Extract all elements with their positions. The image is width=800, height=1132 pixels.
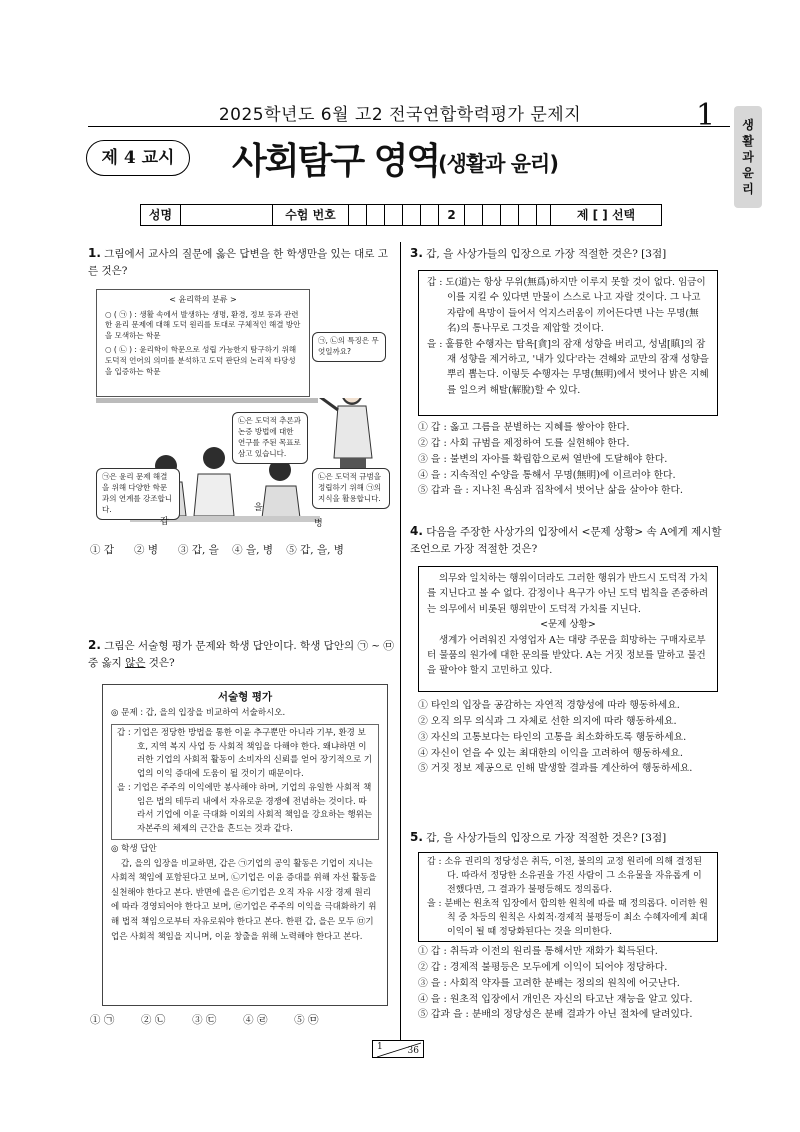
student-label-gap: 갑 <box>160 517 169 527</box>
option[interactable]: ④ 자신이 얻을 수 있는 최대한의 이익을 고려하여 행동하세요. <box>418 747 683 759</box>
question-5-stem <box>410 828 730 847</box>
exam-number-spacer <box>537 205 551 225</box>
option[interactable]: ④ 을 : 지속적인 수양을 통해서 무명(無明)에 이르러야 한다. <box>418 469 676 481</box>
student-gap-bubble: ㉠은 윤리 문제 해결을 위해 다양한 학문과의 연계를 강조합니다. <box>96 468 180 520</box>
essay-box-title: 서술형 평가 <box>217 691 273 703</box>
side-tab-char: 활 <box>742 133 754 148</box>
question-text: 그림에서 교사의 질문에 옳은 답변을 한 학생만을 있는 대로 고른 것은? <box>88 248 388 278</box>
student-answer-label: ◎ 학생 답안 <box>111 843 157 854</box>
header-divider <box>88 126 730 127</box>
board-item: ○ ( ㉠ ) : 생활 속에서 발생하는 생명, 환경, 정보 등과 관련한 윤리 문제에 대해 도덕 원리를 토대로 구체적인 해결 방안을 모색하는 학문 <box>105 309 301 341</box>
option[interactable]: ② 갑 : 경제적 불평등은 모두에게 이익이 되어야 정당하다. <box>418 961 668 973</box>
passage-gap: 갑 : 기업은 정당한 방법을 통한 이윤 추구뿐만 아니라 기부, 환경 보호, 지역 복지 사업 등 사회적 책임을 다해야 한다. 왜냐하면 이러한 기업의 사회적 활동이 소비자의 신뢰를 얻어 장기적으로 기업의 이익 증대에 도움이 될 것이기 때문이다. <box>117 727 373 780</box>
side-tab-char: 리 <box>742 182 754 197</box>
side-tab-char: 생 <box>742 117 754 132</box>
exam-number-digit-box[interactable] <box>421 205 439 225</box>
passage-eul: 을 : 분배는 원초적 입장에서 합의한 원칙에 따를 때 정의롭다. 이러한 원칙 중 차등의 원칙은 사회적·경제적 불평등이 최소 수혜자에게 최대 이익이 될 때 정당화된다는 것을 의미한다. <box>427 898 708 937</box>
board-item: ○ ( ㉡ ) : 윤리학이 학문으로 성립 가능한지 탐구하기 위해 도덕적 언어의 의미를 분석하고 도덕 판단의 논리적 타당성을 입증하는 학문 <box>105 345 297 376</box>
question-2-choices[interactable]: ① ㉠ ② ㉡ ③ ㉢ ④ ㉣ ⑤ ㉤ <box>90 1014 319 1026</box>
option[interactable]: ③ 자신의 고통보다는 타인의 고통을 최소화하도록 행동하세요. <box>418 731 687 743</box>
question-number: 1. <box>88 246 101 260</box>
side-tab-char: 과 <box>742 149 754 164</box>
situation-text: 생계가 어려워진 자영업자 A는 대량 주문을 희망하는 구매자로부터 물품의 원가에 대한 문의를 받았다. A는 거짓 정보를 말하고 물건을 팔아야 할지 고민하고 있다. <box>427 634 706 677</box>
student-label-byeong: 병 <box>314 519 323 529</box>
page-indicator <box>372 1040 424 1058</box>
name-label: 성명 <box>141 205 181 225</box>
question-number: 5. <box>410 830 423 844</box>
session-badge: 제 4 교시 <box>86 140 190 176</box>
student-answer-text: 갑, 을의 입장을 비교하면, 갑은 ㉠기업의 공익 활동은 기업이 지니는 사회적 책임에 포함된다고 보며, ㉡기업은 이윤 증대를 위해 자선 활동을 실천해야 한다고 본다. 반면에 을은 ㉢기업은 오직 자유 시장 경제 원리에 따라 경영되어야 한다고 보며, ㉣기업은 주주의 이익을 극대화하기 위해 법적 책임으로부터 자유로워야 한다고 본다. 한편 갑, 을은 모두 ㉤기업은 사회적 책임을 지니며, 이윤 창출을 위해 노력해야 한다고 본다. <box>111 858 377 942</box>
student-label-eul: 을 <box>254 503 263 513</box>
question-number: 4. <box>410 524 423 538</box>
exam-number-digit-box[interactable] <box>349 205 367 225</box>
exam-number-label: 수험 번호 <box>273 205 349 225</box>
subject-subtitle: (생활과 윤리) <box>438 152 558 176</box>
column-divider <box>400 242 401 1040</box>
essay-problem: ◎ 문제 : 갑, 을의 입장을 비교하여 서술하시오. <box>111 708 286 719</box>
exam-number-digit-box[interactable] <box>385 205 403 225</box>
exam-number-fixed-digit: 2 <box>439 205 465 225</box>
exam-number-digit-box[interactable] <box>403 205 421 225</box>
question-number: 2. <box>88 638 101 652</box>
student-byeong-bubble: ㉡은 도덕적 규범을 정립하기 위해 ㉠의 지식을 활용합니다. <box>312 468 390 509</box>
option[interactable]: ② 갑 : 사회 규범을 제정하여 도를 실현해야 한다. <box>418 437 630 449</box>
total-pages: 36 <box>407 1046 419 1056</box>
passage-gap: 갑 : 도(道)는 항상 무위(無爲)하지만 이루지 못할 것이 없다. 임금이 이를 지킬 수 있다면 만물이 스스로 나고 자랄 것이다. 그 나고 자람에 욕망이 들어서 억지스러움이 끼어든다면 나는 무명(無名)의 통나무로 그것을 제압할 것이다. <box>427 277 706 335</box>
question-3-stem <box>410 244 730 263</box>
exam-number-digit-box[interactable] <box>465 205 483 225</box>
page-number: 1 <box>696 98 716 133</box>
passage-eul: 을 : 훌륭한 수행자는 탐욕[貪]의 잠재 성향을 버리고, 성냄[瞋]의 잠재 성향을 제거하고, '내가 있다'라는 견해와 교만의 잠재 성향을 뿌리 뽑는다. 이렇듯 수행자는 무명(無明)에서 벗어나 밝은 지혜를 일으켜 해탈(解脫)할 수 있다. <box>427 338 709 396</box>
passage-gap: 갑 : 소유 권리의 정당성은 취득, 이전, 불의의 교정 원리에 의해 결정된다. 따라서 정당한 소유권을 가진 사람이 그 소유물을 자유롭게 이전했다면, 그 결과가 불평등해도 정의롭다. <box>427 857 702 895</box>
elective-choice-label: 제 [ ] 선택 <box>576 207 636 222</box>
question-text: 갑, 을 사상가들의 입장으로 가장 적절한 것은? [3점] <box>426 248 667 260</box>
name-field[interactable] <box>181 205 273 225</box>
option[interactable]: ① 갑 : 취득과 이전의 원리를 통해서만 재화가 획득된다. <box>418 946 658 957</box>
option[interactable]: ① 타인의 입장을 공감하는 자연적 경향성에 따라 행동하세요. <box>418 700 680 711</box>
classroom-board <box>96 289 310 397</box>
question-3-options <box>418 420 683 499</box>
option[interactable]: ⑤ 갑과 을 : 지나친 욕심과 집착에서 벗어난 삶을 살아야 한다. <box>418 485 684 497</box>
option[interactable]: ④ 을 : 원초적 입장에서 개인은 자신의 타고난 재능을 알고 있다. <box>418 993 693 1005</box>
option[interactable]: ③ 을 : 불변의 자아를 확립함으로써 열반에 도달해야 한다. <box>418 453 668 465</box>
current-page: 1 <box>377 1042 383 1052</box>
passage-text: 의무와 일치하는 행위이더라도 그러한 행위가 반드시 도덕적 가치를 지닌다고 볼 수 없다. 감정이나 욕구가 아닌 도덕 법칙을 존중하려는 의무에서 비롯된 행위만이 도덕적 가치를 지닌다. <box>427 573 708 615</box>
essay-passage <box>111 724 379 840</box>
subject-side-tab <box>734 106 762 208</box>
question-3-passage-box <box>418 270 718 416</box>
essay-evaluation-box <box>102 684 388 1006</box>
question-4-options <box>418 698 692 777</box>
question-text: 그림은 서술형 평가 문제와 학생 답안이다. 학생 답안의 ㉠ ~ ㉤ 중 옳지 <box>88 640 394 670</box>
question-text: 다음을 주장한 사상가의 입장에서 <문제 상황> 속 A에게 제시할 조언으로 가장 적절한 것은? <box>410 526 722 556</box>
student-info-row <box>140 204 662 226</box>
situation-title: <문제 상황> <box>540 619 596 631</box>
question-4-passage-box <box>418 566 718 692</box>
option[interactable]: ③ 을 : 사회적 약자를 고려한 분배는 정의의 원칙에 어긋난다. <box>418 977 680 989</box>
board-title: < 윤리학의 분류 > <box>169 295 237 304</box>
question-5-passage-box <box>418 852 718 942</box>
option[interactable]: ⑤ 갑과 을 : 분배의 정당성은 분배 결과가 아닌 절차에 달려있다. <box>418 1009 693 1021</box>
student-eul-bubble: ㉡은 도덕적 추론과 논증 방법에 대한 연구를 주된 목표로 삼고 있습니다. <box>232 412 308 464</box>
teacher-speech-bubble: ㉠, ㉡의 특징은 무엇일까요? <box>312 332 386 362</box>
exam-number-digit-box[interactable] <box>501 205 519 225</box>
question-emphasis: 않은 <box>125 657 146 670</box>
option[interactable]: ② 오직 의무 의식과 그 자체로 선한 의지에 따라 행동하세요. <box>418 715 677 727</box>
question-5-options <box>418 944 692 1023</box>
option[interactable]: ⑤ 거짓 정보 제공으로 인해 발생할 결과를 계산하여 행동하세요. <box>418 763 693 775</box>
question-1-choices[interactable]: ① 갑 ② 병 ③ 갑, 을 ④ 을, 병 ⑤ 갑, 을, 병 <box>90 544 344 556</box>
exam-number-digit-box[interactable] <box>483 205 501 225</box>
exam-title: 2025학년도 6월 고2 전국연합학력평가 문제지 <box>218 105 582 125</box>
exam-number-digit-box[interactable] <box>367 205 385 225</box>
question-2-stem <box>88 636 394 672</box>
question-4-stem <box>410 522 730 558</box>
exam-number-digit-box[interactable] <box>519 205 537 225</box>
option[interactable]: ① 갑 : 옳고 그름을 분별하는 지혜를 쌓아야 한다. <box>418 422 630 433</box>
side-tab-char: 윤 <box>742 166 754 181</box>
subject-title: 사회탐구 영역 <box>232 141 440 182</box>
question-text: 갑, 을 사상가들의 입장으로 가장 적절한 것은? [3점] <box>426 832 667 844</box>
passage-eul: 을 : 기업은 주주의 이익에만 봉사해야 하며, 기업의 유일한 사회적 책임은 법의 테두리 내에서 자유로운 경쟁에 전념하는 것이다. 따라서 기업에 이윤 극대화 이외의 사회적 책임을 강요하는 행위는 자본주의 체제의 근간을 흔드는 것과 같다. <box>117 782 373 835</box>
question-number: 3. <box>410 246 423 260</box>
question-text-end: 것은? <box>145 657 175 670</box>
question-1-stem <box>88 244 394 280</box>
